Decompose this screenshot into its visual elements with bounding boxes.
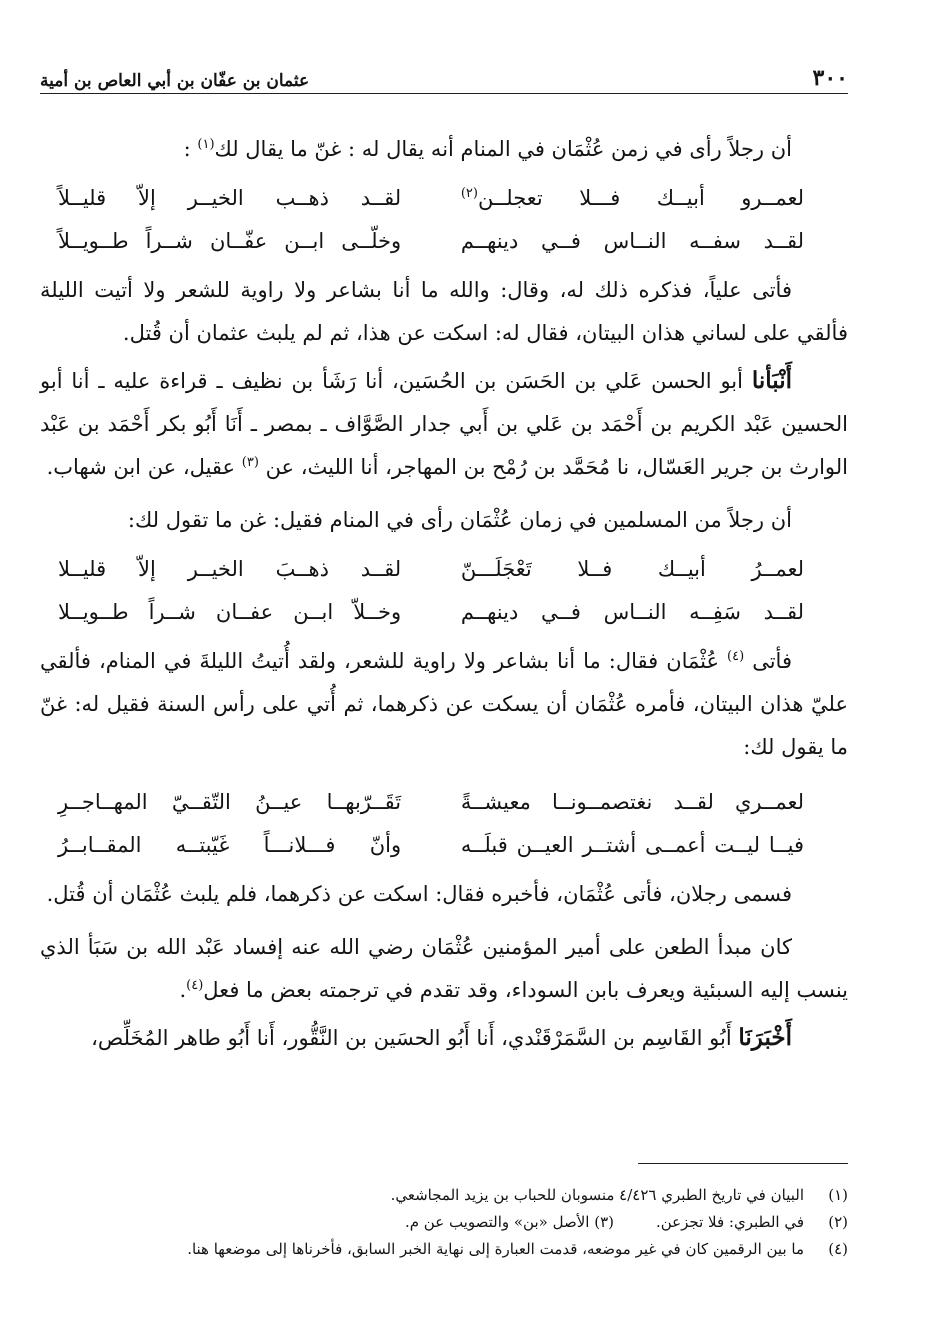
- page-number: ٣٠٠: [812, 65, 848, 91]
- paragraph-3: أَنْبَأنا أبو الحسن عَلي بن الحَسَن بن الحُسَين، أنا رَشَأ بن نظيف ـ قراءة عليه ـ أنا أبو الحسين عَبْد الكريم بن أَحْمَد بن عَلي بن أَبي جدار الصَّوَّاف ـ بمصر ـ أَنَا أَبُو بكر أَحْمَد بن عَبْد الوارث بن جرير العَسّال، نا مُحَمَّد بن رُمْح بن المهاجر، أنا الليث، عن $^{(٣)}$ عقيل، عن ابن شهاب.: [40, 367, 848, 479]
- verse-line: [40, 591, 848, 634]
- running-title: عثمان بن عفّان بن أبي العاص بن أمية: [40, 71, 310, 91]
- verse-first-hemistich: لعمــري لقــد نغتصمــونــا معيشــةً: [460, 790, 804, 814]
- verse-second-hemistich: لقــد ذهــب الخيــر إلاّ قليــلاً: [58, 186, 402, 210]
- main-text: [40, 128, 848, 1060]
- poem-1: [40, 177, 848, 263]
- verse-first-hemistich: فيــا ليــت أعمــى أشتــر العيــن قبلَــه: [460, 833, 804, 857]
- paragraph-5: فأتى $^{(٤)}$ عُثْمَان فقال: ما أنا بشاعر ولا راوية للشعر، ولقد أُتيتُ الليلةَ في المنام، فألقي عليّ هذان البيتان، فأمره عُثْمَان أن يسكت عن ذكرهما، ثم أُتي على رأس السنة فقيل له: غنّ ما يقول لك:: [40, 649, 848, 759]
- footnote-ref-4: (٤): [727, 649, 745, 664]
- poem-2: [40, 548, 848, 634]
- footnote-2-3: (٢)في الطبري: فلا تجزعن.(٣) الأصل «بن» والتصويب عن م.: [404, 1213, 848, 1231]
- verse-line: [40, 781, 848, 824]
- page-header: [40, 56, 848, 94]
- verse-first-hemistich: لعمــرو أبيــك فـــلا تعجلــن$^{(٢)}$: [460, 186, 804, 210]
- paragraph-2: فأتى علياً، فذكره ذلك له، وقال: والله ما أنا بشاعر ولا راوية للشعر ولا أتيت الليلة فألقي على لساني هذان البيتان، فقال له: اسكت عن هذا، ثم لم يلبث عثمان أن قُتل.: [40, 278, 848, 345]
- footnote-separator: [638, 1163, 848, 1164]
- paragraph-1: أن رجلاً رأى في زمن عُثْمَان في المنام أنه يقال له : غنّ ما يقال لك$^{(١)}$ :: [183, 137, 792, 161]
- verse-line: [40, 220, 848, 263]
- isnad-keyword: أَنْبَأنا: [751, 367, 792, 394]
- footnote-ref-3: (٣): [241, 455, 259, 470]
- verse-second-hemistich: لقــد ذهــبَ الخيــر إلاّ قليــلا: [58, 557, 402, 581]
- verse-first-hemistich: لعمــرُ أبيــك فــلا تَعْجَلَـــنّ: [460, 557, 804, 581]
- verse-line: [40, 177, 848, 220]
- footnote-1: (١)البيان في تاريخ الطبري ٤/٤٢٦ منسوبان للحباب بن يزيد المجاشعي.: [390, 1186, 848, 1204]
- paragraph-8: أَخْبَرَنَا أَبُو القَاسِم بن السَّمَرْقَنْدي، أَنا أَبُو الحسَين بن النَّقُّور، أَنا أَبُو طاهر المُخَلِّص،: [91, 1024, 792, 1051]
- verse-second-hemistich: تَقَــرّبهــا عيــنُ التّقــيّ المهــاجــرِ: [58, 790, 402, 814]
- poem-3: [40, 781, 848, 867]
- verse-second-hemistich: وأنّ فـــلانـــاً غَيّبتــه المقــابــرُ: [58, 833, 402, 857]
- isnad-keyword: أَخْبَرَنَا: [738, 1024, 792, 1051]
- verse-second-hemistich: وخلّــى ابــن عفّــان شــراً طــويــلاً: [58, 229, 402, 253]
- verse-line: [40, 548, 848, 591]
- footnotes: [40, 1182, 848, 1263]
- footnote-ref-1: (١): [197, 137, 215, 152]
- footnote-ref-4b: (٤): [186, 978, 204, 993]
- footnote-4: (٤)ما بين الرقمين كان في غير موضعه، قدمت العبارة إلى نهاية الخبر السابق، فأخرناها إلى موضعها هنا.: [187, 1240, 848, 1258]
- verse-first-hemistich: لقــد سَفِــه النــاس فــي دينهــم: [460, 600, 804, 624]
- paragraph-4: أن رجلاً من المسلمين في زمان عُثْمَان رأى في المنام فقيل: غن ما تقول لك:: [127, 508, 792, 532]
- verse-first-hemistich: لقــد سفــه النــاس فــي دينهــم: [460, 229, 804, 253]
- verse-line: [40, 824, 848, 867]
- footnote-ref-2: (٢): [460, 186, 478, 201]
- paragraph-7: كان مبدأ الطعن على أمير المؤمنين عُثْمَان رضي الله عنه إفساد عَبْد الله بن سَبَأ الذي ينسب إليه السبئية ويعرف بابن السوداء، وقد تقدم في ترجمته بعض ما فعل$^{(٤)}$.: [40, 935, 848, 1002]
- paragraph-6: فسمى رجلان، فأتى عُثْمَان، فأخبره فقال: اسكت عن ذكرهما، فلم يلبث عُثْمَان أن قُتل.: [46, 882, 792, 906]
- verse-second-hemistich: وخــلاّ ابــن عفــان شــراً طــويــلا: [58, 600, 402, 624]
